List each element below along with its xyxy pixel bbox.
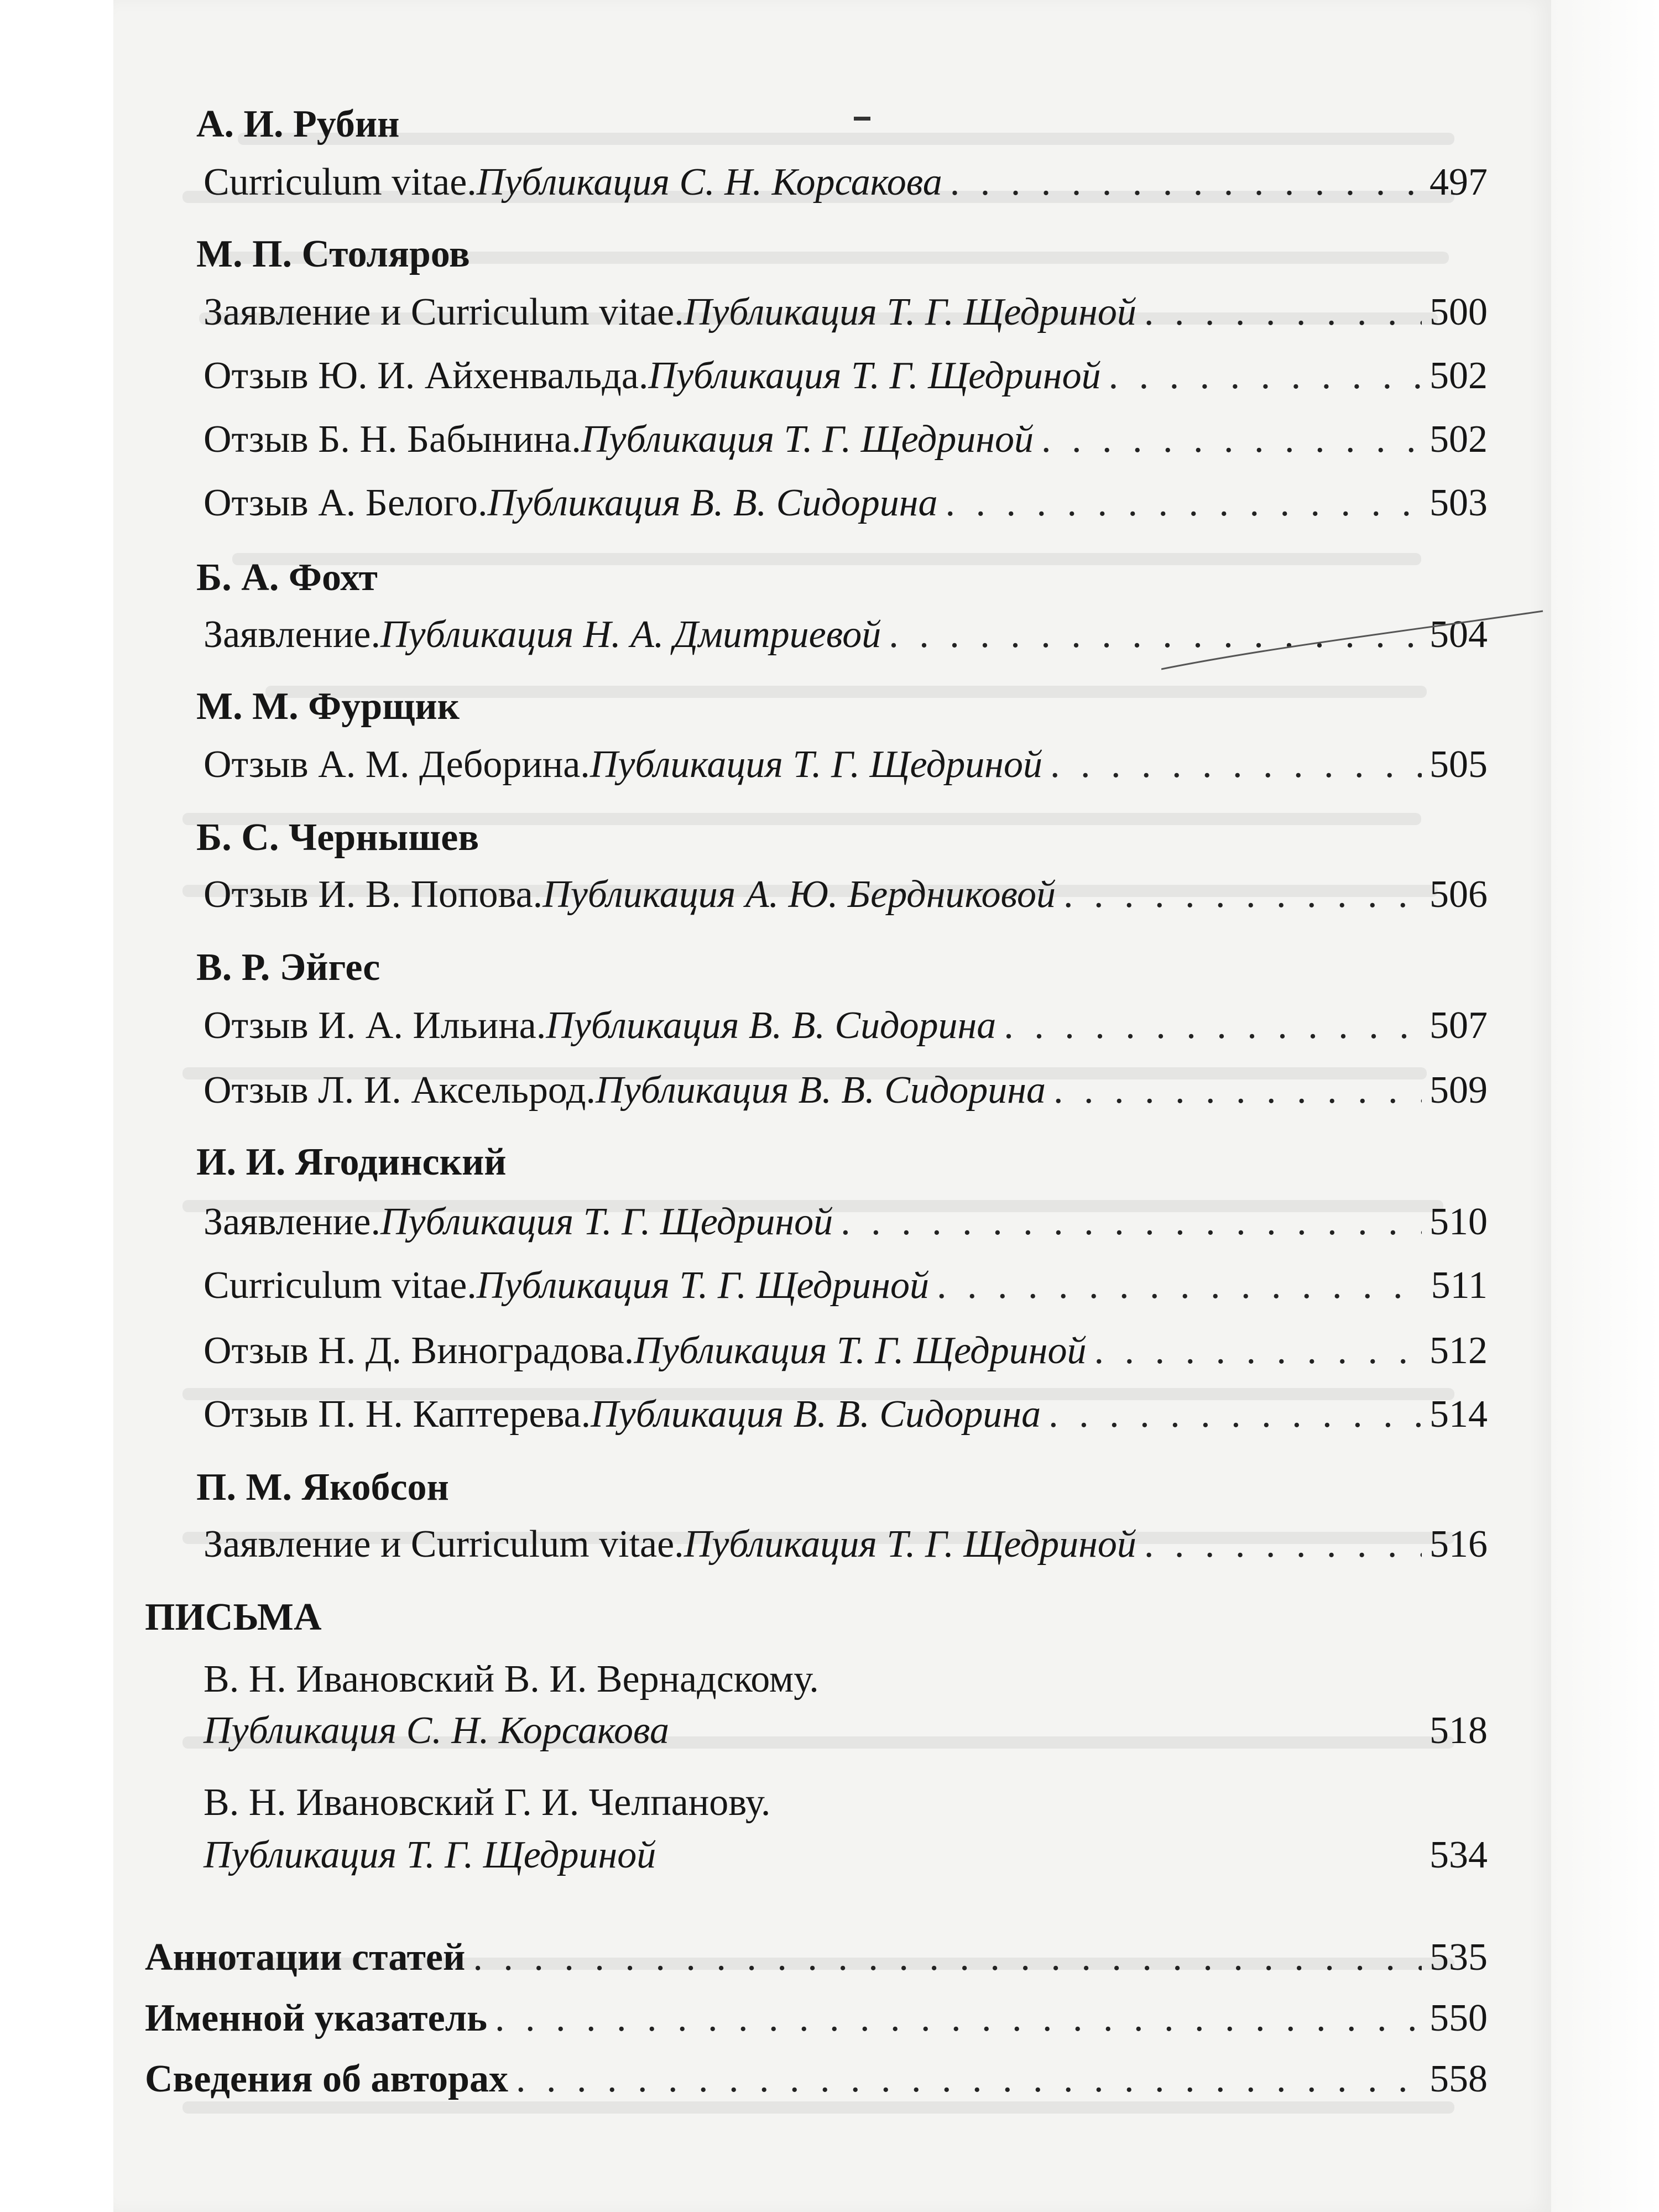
dot-leader <box>1050 743 1422 787</box>
entry-publisher: Публикация Т. Г. Щедриной <box>380 1201 833 1243</box>
entry-publisher: Публикация Т. Г. Щедриной <box>589 743 1043 786</box>
toc-entry <box>204 1709 1488 1764</box>
entry-title: Отзыв А. Белого. <box>204 482 488 524</box>
toc-entry <box>204 1329 1488 1384</box>
entry-title: Отзыв Ю. И. Айхенвальда. <box>204 354 649 397</box>
page-number: 516 <box>1430 1523 1488 1566</box>
entry-publisher: Публикация С. Н. Корсакова <box>476 161 942 204</box>
scratch-line <box>1161 608 1548 675</box>
page-number: 511 <box>1431 1264 1488 1307</box>
entry-title: Отзыв Б. Н. Бабынина. <box>204 418 581 461</box>
page-number: 497 <box>1430 161 1488 204</box>
dot-leader <box>516 2057 1422 2101</box>
entry-title: Отзыв Л. И. Аксельрод. <box>204 1069 596 1112</box>
stray-mark <box>852 113 874 124</box>
letter-line: В. Н. Ивановский Г. И. Челпанову. <box>204 1781 771 1824</box>
toc-entry <box>145 2057 1488 2112</box>
toc-entry <box>204 743 1488 798</box>
entry-publisher: Публикация Т. Г. Щедриной <box>684 291 1136 333</box>
page-number: 500 <box>1430 291 1488 333</box>
dot-leader <box>1004 1004 1422 1048</box>
entry-title: Отзыв Н. Д. Виноградова. <box>204 1329 634 1372</box>
page-number: 512 <box>1430 1329 1488 1372</box>
entry-publisher: Публикация С. Н. Корсакова <box>204 1709 669 1752</box>
toc-entry <box>145 1936 1488 1991</box>
toc-entry <box>204 354 1488 409</box>
page-number: 506 <box>1430 873 1488 916</box>
entry-publisher: Публикация А. Ю. Бердниковой <box>542 873 1056 916</box>
toc-entry <box>204 873 1488 928</box>
dot-leader <box>1094 1329 1422 1373</box>
page-number: 502 <box>1430 354 1488 397</box>
letters-heading: ПИСЬМА <box>145 1596 322 1639</box>
toc-entry <box>204 160 1488 216</box>
entry-title: Заявление. <box>204 1201 380 1243</box>
entry-publisher: Публикация Т. Г. Щедриной <box>648 354 1101 397</box>
dot-leader <box>945 481 1422 525</box>
entry-publisher: Публикация Т. Г. Щедриной <box>634 1329 1087 1372</box>
entry-publisher: Публикация Т. Г. Щедриной <box>581 418 1034 461</box>
page-number: 504 <box>1430 613 1488 656</box>
dot-leader <box>950 160 1422 205</box>
page-number: 518 <box>1430 1709 1488 1752</box>
entry-title: Заявление и Curriculum vitae. <box>204 1523 684 1566</box>
dot-leader <box>1041 418 1422 462</box>
author-heading: И. И. Ягодинский <box>196 1141 507 1183</box>
toc-entry <box>204 1068 1488 1124</box>
entry-title: Отзыв П. Н. Каптерева. <box>204 1393 591 1436</box>
toc-entry <box>145 1996 1488 2052</box>
entry-publisher: Публикация Н. А. Дмитриевой <box>380 613 881 656</box>
toc-entry <box>204 1264 1488 1319</box>
entry-publisher: Публикация В. В. Сидорина <box>591 1393 1041 1436</box>
toc-entry <box>204 1392 1488 1448</box>
page-number: 509 <box>1430 1069 1488 1112</box>
page-number: 558 <box>1430 2058 1488 2100</box>
dot-leader <box>1063 873 1422 917</box>
toc-entry <box>204 290 1488 346</box>
entry-publisher: Публикация Т. Г. Щедриной <box>684 1523 1136 1566</box>
dot-leader <box>1053 1068 1422 1113</box>
author-heading: М. П. Столяров <box>196 233 470 275</box>
dot-leader <box>1144 1522 1422 1567</box>
entry-title: Сведения об авторах <box>145 2058 508 2100</box>
author-heading: М. М. Фурщик <box>196 685 460 728</box>
letter-line: В. Н. Ивановский В. И. Вернадскому. <box>204 1658 819 1700</box>
entry-title: Заявление. <box>204 613 380 656</box>
toc-entry <box>204 418 1488 473</box>
entry-title: Отзыв И. В. Попова. <box>204 873 543 916</box>
page-number: 510 <box>1430 1201 1488 1243</box>
dot-leader <box>1144 290 1422 335</box>
dot-leader <box>473 1936 1422 1980</box>
page-number: 535 <box>1430 1936 1488 1979</box>
entry-publisher: Публикация В. В. Сидорина <box>546 1004 997 1047</box>
dot-leader <box>937 1264 1423 1308</box>
author-heading: Б. С. Чернышев <box>196 816 479 859</box>
toc-entry <box>204 1522 1488 1578</box>
page-number: 507 <box>1430 1004 1488 1047</box>
author-heading: В. Р. Эйгес <box>196 946 380 989</box>
entry-title: Curriculum vitae. <box>204 161 477 204</box>
entry-title: Заявление и Curriculum vitae. <box>204 291 684 333</box>
dot-leader <box>1109 354 1422 398</box>
entry-title: Аннотации статей <box>145 1936 466 1979</box>
toc-entry <box>204 1004 1488 1059</box>
entry-publisher: Публикация В. В. Сидорина <box>487 482 938 524</box>
page-number: 503 <box>1430 482 1488 524</box>
toc-entry <box>204 481 1488 536</box>
entry-publisher: Публикация Т. Г. Щедриной <box>476 1264 929 1307</box>
entry-title: Именной указатель <box>145 1997 488 2039</box>
dot-leader <box>1048 1392 1422 1437</box>
toc-entry <box>204 1200 1488 1255</box>
author-heading: Б. А. Фохт <box>196 556 378 599</box>
page-number: 534 <box>1430 1834 1488 1876</box>
dot-leader <box>495 1996 1422 2041</box>
page-number: 505 <box>1430 743 1488 786</box>
author-heading: П. М. Якобсон <box>196 1466 449 1509</box>
toc-entry <box>204 1833 1488 1888</box>
page-number: 502 <box>1430 418 1488 461</box>
dot-leader <box>841 1200 1422 1244</box>
page-number: 550 <box>1430 1997 1488 2039</box>
page-number: 514 <box>1430 1393 1488 1436</box>
author-heading: А. И. Рубин <box>196 103 400 145</box>
entry-title: Curriculum vitae. <box>204 1264 477 1307</box>
entry-title: Отзыв А. М. Деборина. <box>204 743 590 786</box>
entry-publisher: Публикация В. В. Сидорина <box>596 1069 1046 1112</box>
entry-title: Отзыв И. А. Ильина. <box>204 1004 546 1047</box>
entry-publisher: Публикация Т. Г. Щедриной <box>204 1834 656 1876</box>
